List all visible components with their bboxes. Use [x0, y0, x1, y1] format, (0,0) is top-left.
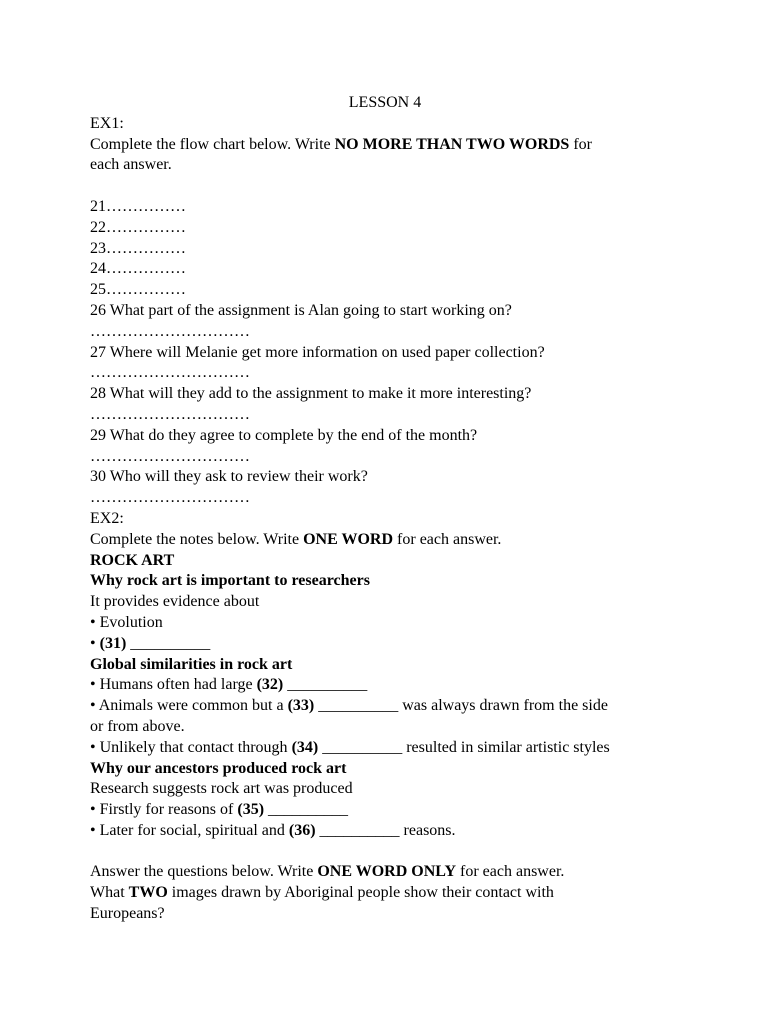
- bullet-33: • Animals were common but a (33) __________ was always drawn from the side: [90, 697, 608, 715]
- answer-blank-23: 23……………: [90, 239, 186, 257]
- ex2-heading: EX2:: [90, 509, 124, 527]
- question-aboriginal-line2: Europeans?: [90, 905, 165, 923]
- answer-blank-24: 24……………: [90, 260, 186, 278]
- ex2-instruction: Complete the notes below. Write ONE WORD for each answer.: [90, 530, 502, 548]
- question-30: 30 Who will they ask to review their work?: [90, 468, 368, 486]
- section-intro-research: Research suggests rock art was produced: [90, 780, 353, 798]
- answer-line-28: …………………………: [90, 405, 250, 423]
- ex1-instruction-line2: each answer.: [90, 156, 172, 174]
- answer-line-26: …………………………: [90, 322, 250, 340]
- question-28: 28 What will they add to the assignment to make it more interesting?: [90, 385, 532, 403]
- question-aboriginal: What TWO images drawn by Aboriginal people show their contact with: [90, 884, 554, 902]
- bullet-35: • Firstly for reasons of (35) __________: [90, 801, 349, 819]
- section-heading-ancestors: Why our ancestors produced rock art: [90, 759, 347, 777]
- question-29: 29 What do they agree to complete by the end of the month?: [90, 426, 478, 444]
- bullet-32: • Humans often had large (32) __________: [90, 676, 368, 694]
- section-intro-evidence: It provides evidence about: [90, 593, 260, 611]
- section-heading-similarities: Global similarities in rock art: [90, 655, 293, 673]
- ex1-instruction: Complete the flow chart below. Write NO MORE THAN TWO WORDS for: [90, 135, 592, 153]
- spacer: [90, 176, 680, 197]
- section-heading-researchers: Why rock art is important to researchers: [90, 572, 370, 590]
- bullet-33-continued: or from above.: [90, 717, 185, 735]
- answer-line-30: …………………………: [90, 489, 250, 507]
- bullet-31: • (31) __________: [90, 634, 211, 652]
- rock-art-title: ROCK ART: [90, 551, 175, 569]
- bullet-36: • Later for social, spiritual and (36) __________ reasons.: [90, 821, 456, 839]
- bullet-34: • Unlikely that contact through (34) __________ resulted in similar artistic styles: [90, 738, 610, 756]
- lesson-title: LESSON 4: [348, 94, 422, 111]
- answer-blank-21: 21……………: [90, 197, 186, 215]
- answer-line-27: …………………………: [90, 364, 250, 382]
- bullet-evolution: • Evolution: [90, 613, 163, 631]
- ex1-heading: EX1:: [90, 114, 124, 132]
- answer-blank-22: 22……………: [90, 218, 186, 236]
- question-27: 27 Where will Melanie get more information on used paper collection?: [90, 343, 545, 361]
- document-page: [90, 93, 680, 925]
- answer-line-29: …………………………: [90, 447, 250, 465]
- answer-instruction: Answer the questions below. Write ONE WORD ONLY for each answer.: [90, 863, 565, 881]
- spacer: [90, 842, 680, 863]
- question-26: 26 What part of the assignment is Alan going to start working on?: [90, 301, 512, 319]
- answer-blank-25: 25……………: [90, 281, 186, 299]
